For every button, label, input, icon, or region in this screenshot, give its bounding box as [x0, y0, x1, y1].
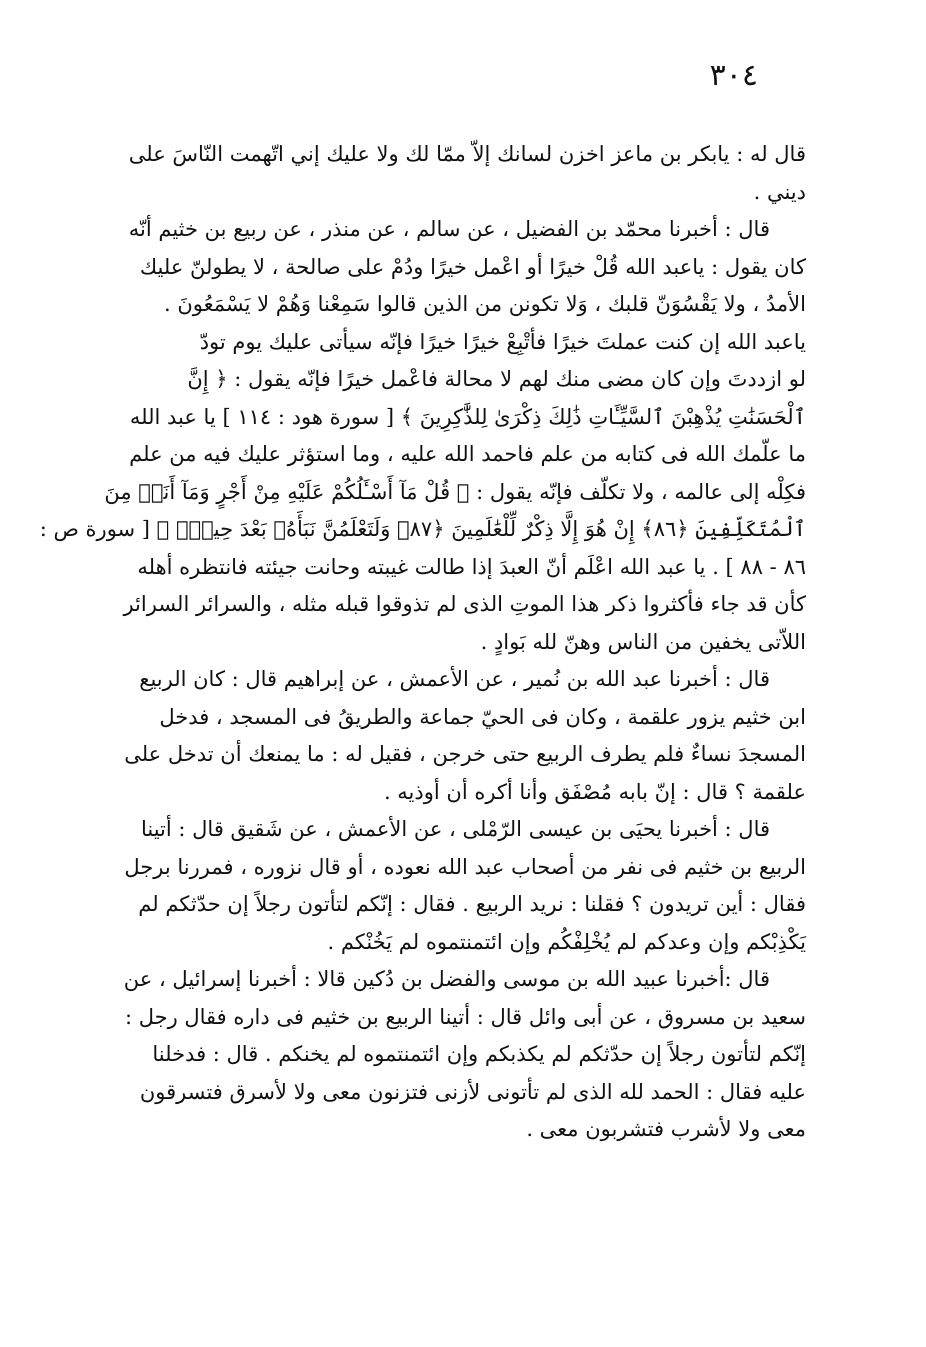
text-line: سعيد بن مسروق ، عن أبى وائل قال : أتينا الربيع بن خثيم فى داره فقال رجل :	[124, 1004, 806, 1029]
paragraph-1	[86, 136, 806, 211]
text-line: كان يقول : ياعبد الله قُلْ خيرًا أو اعْمل خيرًا ودُمْ على صالحة ، لا يطولنّ عليك	[139, 254, 806, 279]
text-line: علقمة ؟ قال : إنّ بابه مُصْفَق وأنا أكره أن أوذيه .	[383, 779, 806, 804]
text-line: ٨٦ - ٨٨ ] . يا عبد الله اعْلَم أنّ العبدَ إذا طالت غيبته وحانت جيئته فانتظره أهله	[137, 554, 806, 579]
text-line: لو ازددتَ وإن كان مضى منك لهم لا محالة فاعْمل خيرًا فإنّه يقول : ﴿ إِنَّ	[187, 367, 806, 391]
paragraph-3	[86, 661, 806, 811]
text-line: فكِلْه إلى عالمه ، ولا تكلّف فإنّه يقول : ﴿ قُلْ مَآ أَسْـَٔلُكُمْ عَلَيْهِ مِنْ أَجْرٍ وَمَآ أَنَا۠ مِنَ	[104, 479, 806, 504]
page-number: ٣٠٤	[709, 58, 758, 93]
text-line: المسجدَ نساءٌ فلم يطرف الربيع حتى خرجن ، فقيل له : ما يمنعك أن تدخل على	[124, 742, 806, 766]
text-line: كأن قد جاء فأكثروا ذكر هذا الموتِ الذى لم تذوقوا قبله مثله ، والسرائر السرائر	[123, 592, 806, 616]
text-line: إنّكم لتأتون رجلاً إن حدّثكم لم يكذبكم وإن ائتمنتموه لم يخنكم . قال : فدخلنا	[152, 1042, 806, 1066]
paragraph-2	[39, 211, 806, 661]
text-line: يَكْذِبْكم وإن وعدكم لم يُخْلِفْكُم وإن ائتمنتموه لم يَخُنْكم .	[327, 929, 806, 954]
text-line: الأمدُ ، ولا يَقْسُوَنّ قلبك ، وَلا تكونن من الذين قالوا سَمِعْنا وَهُمْ لا يَسْمَعُونَ .	[163, 292, 806, 316]
text-line: قال : أخبرنا يحيَى بن عيسى الرّمْلى ، عن الأعمش ، عن شَقيق قال : أتينا	[140, 817, 770, 841]
paragraph-5	[86, 961, 806, 1149]
text-line: اللاّتى يخفين من الناس وهنّ لله بَوادٍ .	[480, 629, 806, 654]
body-text	[39, 136, 806, 1149]
text-line: فقال : أين تريدون ؟ فقلنا : نريد الربيع . فقال : إنّكم لتأتون رجلاً إن حدّثكم لم	[138, 892, 806, 916]
text-line: قال :أخبرنا عبيد الله بن موسى والفضل بن دُكين قالا : أخبرنا إسرائيل ، عن	[123, 967, 770, 991]
text-line: قال : أخبرنا عبد الله بن نُمير ، عن الأعمش ، عن إبراهيم قال : كان الربيع	[139, 667, 770, 691]
quran-verse-line: ٱلْمُتَكَلِّفِينَ ﴿٨٦﴾ إِنْ هُوَ إِلَّا ذِكْرٌ لِّلْعَٰلَمِينَ ﴿٨٧﴾ وَلَتَعْلَمُنَّ نَبَأَهُۥ بَعْدَ حِينٍۭ ﴾ [ سورة ص :	[39, 517, 806, 541]
text-line: قال له : يابكر بن ماعز اخزن لسانك إلاّ ممّا لك ولا عليك إني اتّهمت النّاسَ على	[128, 142, 806, 166]
text-line: ما علّمك الله فى كتابه من علم فاحمد الله عليه ، وما استؤثر عليك فيه من علم	[129, 442, 806, 466]
text-line: معى ولا لأشرب فتشربون معى .	[526, 1117, 806, 1141]
text-line: الربيع بن خثيم فى نفر من أصحاب عبد الله نعوده ، أو قال نزوره ، فمررنا برجل	[124, 854, 806, 879]
paragraph-4	[86, 811, 806, 961]
text-line: عليه فقال : الحمد لله الذى لم تأتونى لأزنى فتزنون معى ولا لأسرق فتسرقون	[139, 1079, 806, 1104]
text-line: ياعبد الله إن كنت عملتَ خيرًا فأتْبِعْ خيرًا خيرًا فإنّه سيأتى عليك يوم تودّ	[199, 329, 806, 354]
text-line: ديني .	[753, 179, 806, 204]
text-line: قال : أخبرنا محمّد بن الفضيل ، عن سالم ، عن منذر ، عن ربيع بن خثيم أنّه	[128, 217, 770, 241]
quran-verse-line: ٱلْحَسَنَٰتِ يُذْهِبْنَ ٱلسَّيِّـَٔاتِ ذَٰلِكَ ذِكْرَىٰ لِلذَّٰكِرِينَ ﴾ [ سورة هود : ١١٤ ] يا عبد الله	[129, 404, 806, 429]
text-line: ابن خثيم يزور علقمة ، وكان فى الحيّ جماعة والطريقُ فى المسجد ، فدخل	[159, 704, 806, 729]
